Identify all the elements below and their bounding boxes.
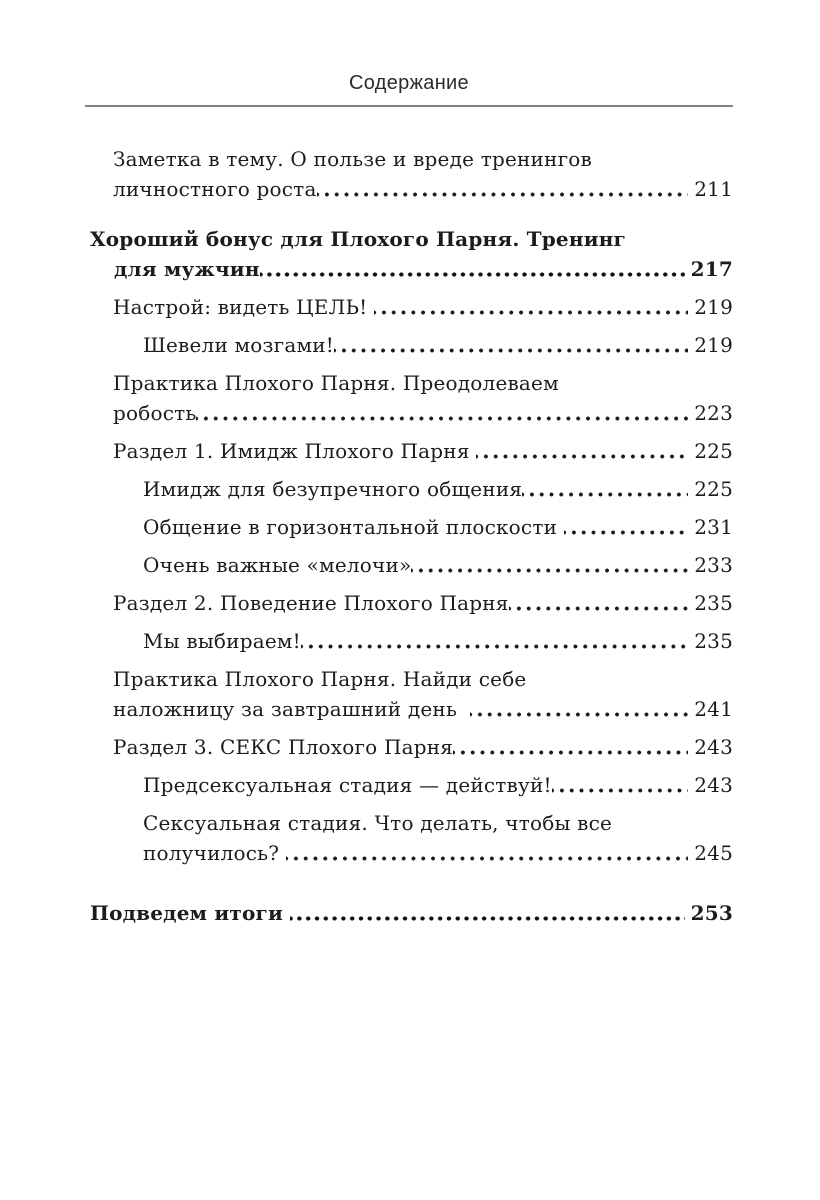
entry-text: личностного роста [113, 177, 317, 201]
entry-last-line [113, 436, 733, 466]
entry-last-line [113, 292, 733, 322]
entry-text-line: Заметка в тему. О пользе и вреде тренингов [113, 147, 592, 171]
dot-leader [196, 398, 688, 428]
page-content [85, 70, 733, 928]
page-number: 253 [690, 901, 733, 925]
header-divider [85, 105, 733, 107]
dot-leader [411, 550, 688, 580]
entry-text: Шевели мозгами! [143, 333, 334, 357]
entry-last-line [143, 550, 733, 580]
entry-last-line [113, 174, 733, 204]
dot-leader [286, 838, 689, 868]
entry-last-line [113, 732, 733, 762]
entry-text: Раздел 1. Имидж Плохого Парня [113, 439, 477, 463]
entry-text: Раздел 2. Поведение Плохого Парня [113, 591, 509, 615]
entry-text: Имидж для безупречного общения [143, 477, 523, 501]
entry-text: Подведем итоги [90, 901, 291, 925]
entry-last-line [143, 474, 733, 504]
page-number: 241 [694, 697, 733, 721]
dot-leader [509, 588, 689, 618]
entry-text: Раздел 3. СЕКС Плохого Парня [113, 735, 454, 759]
entry-last-line [113, 398, 733, 428]
toc-entry [90, 474, 733, 504]
toc-entry [90, 512, 733, 542]
entry-text: Мы выбираем! [143, 629, 301, 653]
dot-leader [476, 436, 688, 466]
page-number: 225 [694, 477, 733, 501]
toc-entry [90, 732, 733, 762]
toc-entry [90, 330, 733, 360]
toc-entry [90, 808, 733, 868]
entry-text: получилось? [143, 841, 286, 865]
dot-leader [317, 174, 689, 204]
entry-last-line [143, 626, 733, 656]
entry-last-line [143, 330, 733, 360]
dot-leader [522, 474, 688, 504]
table-of-contents [90, 144, 733, 928]
entry-text: наложницу за завтрашний день [113, 697, 471, 721]
toc-entry [90, 436, 733, 466]
entry-text: Предсексуальная стадия — действуй! [143, 773, 552, 797]
entry-text: Общение в горизонтальной плоскости [143, 515, 564, 539]
toc-entry [90, 368, 733, 428]
page-title: Содержание [349, 72, 469, 94]
entry-text-line: Сексуальная стадия. Что делать, чтобы все [143, 811, 613, 835]
entry-text-line: Практика Плохого Парня. Преодолеваем [113, 371, 559, 395]
page-number: 231 [694, 515, 733, 539]
entry-last-line [143, 512, 733, 542]
page-number: 243 [694, 773, 733, 797]
toc-entry [90, 898, 733, 928]
entry-text: Очень важные «мелочи» [143, 553, 412, 577]
toc-entry [90, 292, 733, 322]
page-number: 233 [694, 553, 733, 577]
entry-text: робость [113, 401, 197, 425]
entry-last-line [143, 838, 733, 868]
entry-text-line: Практика Плохого Парня. Найди себе [113, 667, 527, 691]
entry-last-line [113, 694, 733, 724]
dot-leader [301, 626, 688, 656]
page-number: 217 [690, 257, 733, 281]
page-number: 219 [694, 333, 733, 357]
toc-entry [90, 770, 733, 800]
toc-entry [90, 664, 733, 724]
page-number: 243 [694, 735, 733, 759]
page-number: 223 [694, 401, 733, 425]
page-number: 225 [694, 439, 733, 463]
entry-text: для мужчин [114, 257, 260, 281]
dot-leader [290, 898, 684, 928]
dot-leader [552, 770, 688, 800]
entry-last-line [90, 898, 733, 928]
toc-entry [90, 626, 733, 656]
page-number: 211 [694, 177, 733, 201]
dot-leader [334, 330, 688, 360]
toc-entry [90, 144, 733, 204]
page-number: 235 [694, 591, 733, 615]
page-number: 245 [694, 841, 733, 865]
dot-leader [453, 732, 688, 762]
entry-last-line [114, 254, 733, 284]
page-number: 235 [694, 629, 733, 653]
entry-last-line [113, 588, 733, 618]
dot-leader [470, 694, 688, 724]
dot-leader [260, 254, 685, 284]
toc-entry [90, 588, 733, 618]
page-number: 219 [694, 295, 733, 319]
toc-entry [90, 550, 733, 580]
toc-entry [90, 224, 733, 284]
dot-leader [374, 292, 688, 322]
entry-text-line: Хороший бонус для Плохого Парня. Тренинг [90, 227, 627, 251]
entry-text: Настрой: видеть ЦЕЛЬ! [113, 295, 374, 319]
entry-last-line [143, 770, 733, 800]
dot-leader [564, 512, 689, 542]
